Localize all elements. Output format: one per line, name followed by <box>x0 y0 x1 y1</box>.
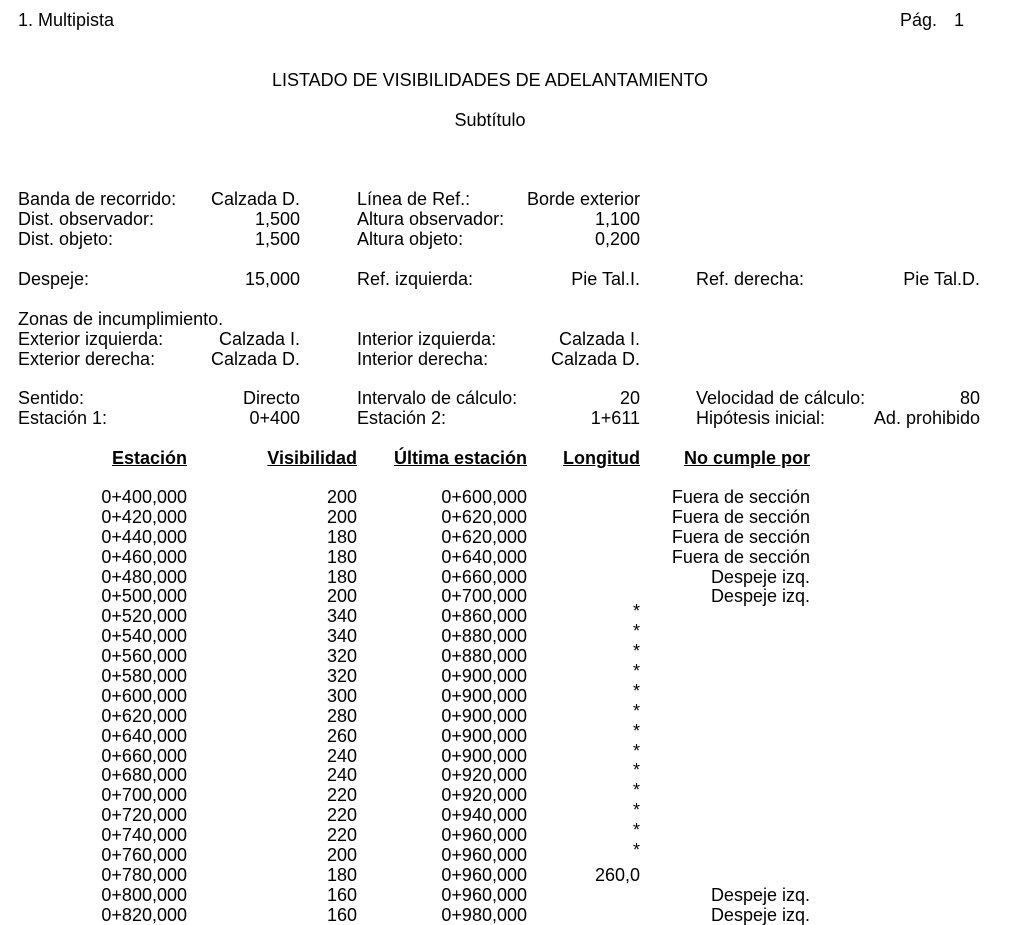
cell-ultima-estacion: 0+960,000 <box>441 864 527 885</box>
cell-longitud: * <box>632 700 640 721</box>
table-row <box>0 547 1013 567</box>
sentido-label: Sentido: <box>18 388 85 408</box>
cell-ultima-estacion: 0+900,000 <box>441 685 527 706</box>
col-header-visibilidad: Visibilidad <box>267 448 357 468</box>
report-subtitle: Subtítulo <box>454 110 526 130</box>
despeje-label: Despeje: <box>18 269 90 289</box>
table-row <box>0 820 1013 846</box>
cell-visibilidad: 280 <box>326 705 357 726</box>
cell-ultima-estacion: 0+900,000 <box>441 725 527 746</box>
cell-longitud: * <box>632 621 640 642</box>
cell-visibilidad: 200 <box>326 506 357 527</box>
ext-der-label: Exterior derecha: <box>18 349 156 369</box>
cell-visibilidad: 200 <box>326 845 357 866</box>
cell-ultima-estacion: 0+960,000 <box>441 884 527 905</box>
cell-visibilidad: 340 <box>326 606 357 627</box>
cell-longitud: * <box>632 840 640 861</box>
ext-izq-value: Calzada I. <box>218 329 300 349</box>
est1-label: Estación 1: <box>18 408 108 428</box>
cell-ultima-estacion: 0+920,000 <box>441 785 527 806</box>
cell-longitud: * <box>632 820 640 841</box>
cell-longitud: * <box>632 641 640 662</box>
cell-visibilidad: 320 <box>326 666 357 687</box>
cell-visibilidad: 180 <box>326 864 357 885</box>
table-row <box>0 586 1013 606</box>
cell-estacion: 0+680,000 <box>101 765 187 786</box>
cell-visibilidad: 180 <box>326 526 357 547</box>
cell-no-cumple: Despeje izq. <box>710 884 810 905</box>
int-der-value: Calzada D. <box>550 349 640 369</box>
table-row <box>0 760 1013 786</box>
cell-visibilidad: 160 <box>326 884 357 905</box>
cell-estacion: 0+820,000 <box>101 904 187 925</box>
cell-estacion: 0+480,000 <box>101 566 187 587</box>
dist-obj-value: 1,500 <box>254 229 300 249</box>
table-row <box>0 840 1013 866</box>
cell-estacion: 0+560,000 <box>101 646 187 667</box>
cell-no-cumple: Despeje izq. <box>710 904 810 925</box>
table-row <box>0 680 1013 706</box>
cell-ultima-estacion: 0+660,000 <box>441 566 527 587</box>
table-row <box>0 661 1013 687</box>
despeje-value: 15,000 <box>244 269 300 289</box>
cell-estacion: 0+500,000 <box>101 586 187 607</box>
cell-estacion: 0+540,000 <box>101 626 187 647</box>
cell-visibilidad: 160 <box>326 904 357 925</box>
col-header-ultima-estacion: Última estación <box>393 448 527 468</box>
cell-ultima-estacion: 0+880,000 <box>441 646 527 667</box>
linea-label: Línea de Ref.: <box>357 189 471 209</box>
cell-estacion: 0+800,000 <box>101 884 187 905</box>
cell-ultima-estacion: 0+960,000 <box>441 845 527 866</box>
table-row <box>0 740 1013 766</box>
cell-longitud: * <box>632 680 640 701</box>
table-row <box>0 780 1013 806</box>
ext-izq-label: Exterior izquierda: <box>18 329 164 349</box>
int-izq-label: Interior izquierda: <box>357 329 497 349</box>
cell-estacion: 0+660,000 <box>101 745 187 766</box>
hipotesis-label: Hipótesis inicial: <box>696 408 826 428</box>
table-row <box>0 567 1013 587</box>
cell-ultima-estacion: 0+880,000 <box>441 626 527 647</box>
banda-label: Banda de recorrido: <box>18 189 177 209</box>
ref-der-label: Ref. derecha: <box>696 269 805 289</box>
cell-longitud: * <box>632 601 640 622</box>
cell-ultima-estacion: 0+960,000 <box>441 825 527 846</box>
alt-obj-label: Altura objeto: <box>357 229 464 249</box>
cell-visibilidad: 260 <box>326 725 357 746</box>
cell-estacion: 0+780,000 <box>101 864 187 885</box>
ref-der-value: Pie Tal.D. <box>903 269 980 289</box>
page-label: Pág. <box>900 10 938 30</box>
ext-der-value: Calzada D. <box>210 349 300 369</box>
cell-ultima-estacion: 0+640,000 <box>441 546 527 567</box>
velocidad-label: Velocidad de cálculo: <box>696 388 866 408</box>
cell-ultima-estacion: 0+700,000 <box>441 586 527 607</box>
hipotesis-value: Ad. prohibido <box>873 408 980 428</box>
cell-visibilidad: 340 <box>326 626 357 647</box>
cell-longitud: * <box>632 740 640 761</box>
cell-longitud: * <box>632 720 640 741</box>
zonas-label: Zonas de incumplimiento. <box>18 309 224 329</box>
cell-estacion: 0+460,000 <box>101 546 187 567</box>
dist-obj-label: Dist. objeto: <box>18 229 114 249</box>
ref-izq-value: Pie Tal.I. <box>571 269 640 289</box>
dist-obs-label: Dist. observador: <box>18 209 155 229</box>
cell-visibilidad: 180 <box>326 546 357 567</box>
table-row <box>0 527 1013 547</box>
alt-obs-label: Altura observador: <box>357 209 505 229</box>
table-row <box>0 621 1013 647</box>
project-name: 1. Multipista <box>18 10 115 30</box>
table-row <box>0 905 1013 925</box>
int-izq-value: Calzada I. <box>558 329 640 349</box>
velocidad-value: 80 <box>959 388 980 408</box>
table-row <box>0 700 1013 726</box>
cell-longitud: * <box>632 760 640 781</box>
cell-visibilidad: 220 <box>326 825 357 846</box>
cell-longitud: 260,0 <box>594 864 640 885</box>
col-header-longitud: Longitud <box>563 448 640 468</box>
cell-ultima-estacion: 0+900,000 <box>441 705 527 726</box>
cell-no-cumple: Despeje izq. <box>710 586 810 607</box>
cell-visibilidad: 240 <box>326 745 357 766</box>
table-row <box>0 641 1013 667</box>
est2-label: Estación 2: <box>357 408 447 428</box>
table-row <box>0 487 1013 507</box>
cell-longitud: * <box>632 661 640 682</box>
cell-visibilidad: 220 <box>326 805 357 826</box>
linea-value: Borde exterior <box>526 189 640 209</box>
cell-visibilidad: 200 <box>326 487 357 507</box>
cell-estacion: 0+760,000 <box>101 845 187 866</box>
cell-ultima-estacion: 0+920,000 <box>441 765 527 786</box>
cell-visibilidad: 240 <box>326 765 357 786</box>
page-number: 1 <box>954 10 965 30</box>
table-row <box>0 720 1013 746</box>
cell-estacion: 0+620,000 <box>101 705 187 726</box>
intervalo-value: 20 <box>619 388 640 408</box>
table-row <box>0 885 1013 905</box>
cell-estacion: 0+700,000 <box>101 785 187 806</box>
cell-no-cumple: Fuera de sección <box>671 526 810 547</box>
intervalo-label: Intervalo de cálculo: <box>357 388 518 408</box>
cell-ultima-estacion: 0+940,000 <box>441 805 527 826</box>
cell-ultima-estacion: 0+900,000 <box>441 666 527 687</box>
cell-no-cumple: Fuera de sección <box>671 487 810 507</box>
cell-no-cumple: Fuera de sección <box>671 546 810 567</box>
table-row <box>0 601 1013 627</box>
banda-value: Calzada D. <box>210 189 300 209</box>
cell-ultima-estacion: 0+860,000 <box>441 606 527 627</box>
alt-obs-value: 1,100 <box>594 209 640 229</box>
col-header-no-cumple: No cumple por <box>683 448 810 468</box>
cell-estacion: 0+740,000 <box>101 825 187 846</box>
cell-ultima-estacion: 0+620,000 <box>441 526 527 547</box>
cell-ultima-estacion: 0+600,000 <box>441 487 527 507</box>
cell-visibilidad: 180 <box>326 566 357 587</box>
cell-no-cumple: Fuera de sección <box>671 506 810 527</box>
alt-obj-value: 0,200 <box>594 229 640 249</box>
cell-estacion: 0+520,000 <box>101 606 187 627</box>
cell-ultima-estacion: 0+900,000 <box>441 745 527 766</box>
est2-value: 1+611 <box>590 408 640 428</box>
sentido-value: Directo <box>242 388 300 408</box>
cell-longitud: * <box>632 780 640 801</box>
cell-estacion: 0+580,000 <box>101 666 187 687</box>
cell-estacion: 0+400,000 <box>101 487 187 507</box>
est1-value: 0+400 <box>249 408 300 428</box>
col-header-estacion: Estación <box>111 448 187 468</box>
cell-estacion: 0+600,000 <box>101 685 187 706</box>
results-table <box>0 487 1013 925</box>
dist-obs-value: 1,500 <box>254 209 300 229</box>
cell-longitud: * <box>632 800 640 821</box>
ref-izq-label: Ref. izquierda: <box>357 269 474 289</box>
table-row <box>0 507 1013 527</box>
cell-visibilidad: 220 <box>326 785 357 806</box>
cell-visibilidad: 200 <box>326 586 357 607</box>
cell-ultima-estacion: 0+620,000 <box>441 506 527 527</box>
cell-estacion: 0+420,000 <box>101 506 187 527</box>
cell-estacion: 0+440,000 <box>101 526 187 547</box>
cell-estacion: 0+640,000 <box>101 725 187 746</box>
table-row <box>0 800 1013 826</box>
cell-no-cumple: Despeje izq. <box>710 566 810 587</box>
cell-ultima-estacion: 0+980,000 <box>441 904 527 925</box>
cell-estacion: 0+720,000 <box>101 805 187 826</box>
table-row <box>0 865 1013 885</box>
int-der-label: Interior derecha: <box>357 349 489 369</box>
cell-visibilidad: 320 <box>326 646 357 667</box>
report-title: LISTADO DE VISIBILIDADES DE ADELANTAMIENTO <box>271 70 709 90</box>
cell-visibilidad: 300 <box>326 685 357 706</box>
